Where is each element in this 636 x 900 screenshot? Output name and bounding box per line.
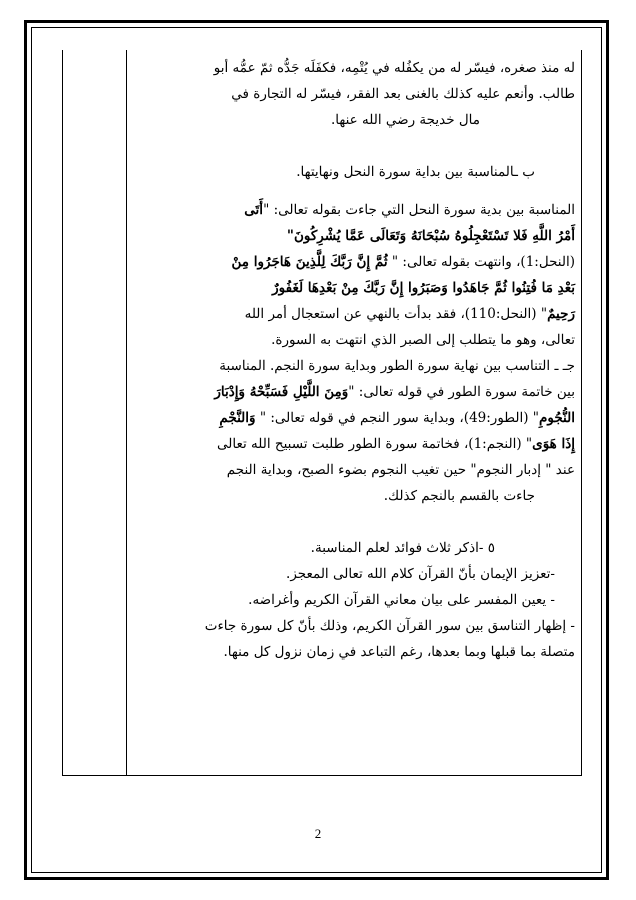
section-c-line-1: جـ ـ التناسب بين نهاية سورة الطور وبداية سورة النجم. المناسبة	[219, 358, 575, 374]
benefit-item: - يعين المفسر على بيان معاني القرآن الكريم وأغراضه.	[248, 592, 555, 608]
section-b-text: " (النحل:110)، فقد بدأت بالنهي عن استعجال أمر الله	[244, 306, 548, 322]
quran-verse: ثُمَّ إِنَّ رَبَّكَ لِلَّذِينَ هَاجَرُوا مِنْ	[231, 254, 388, 270]
benefit-item: -تعزيز الإيمان بأنّ القرآن كلام الله تعالى المعجز.	[286, 566, 555, 582]
page-number: 2	[314, 826, 322, 841]
quran-verse: أَمْرُ اللَّهِ فَلا تَسْتَعْجِلُوهُ سُبْحَانَهُ وَتَعَالَى عَمَّا يُشْرِكُونَ"	[286, 228, 575, 244]
section-b-line-5	[130, 301, 575, 327]
section-b-line-6: تعالى، وهو ما يتطلب إلى الصبر الذي انتهت به السورة.	[271, 332, 575, 348]
section-c-text: " (النجم:1)، فخاتمة سورة الطور طلبت تسبيح الله تعالى	[216, 436, 533, 452]
benefit-item: متصلة بما قبلها وبما بعدها، رغم التباعد في زمان نزول كل منها.	[223, 644, 575, 660]
quran-verse: وَالنَّجْمِ	[219, 410, 256, 426]
section-c-text: بين خاتمة سورة الطور في قوله تعالى: "	[348, 384, 575, 400]
intro-line-1: له منذ صغره، فيسّر له من يكفُله في يُتْمِه، فكفَلَه جَدُّه ثمّ عمُّه أبو	[213, 60, 575, 76]
section-b-line-3	[130, 249, 575, 275]
heading-question-5: ٥ -اذكر ثلاث فوائد لعلم المناسبة.	[310, 540, 495, 556]
intro-line-2: طالب. وأنعم عليه كذلك بالغنى بعد الفقر، فيسّر له التجارة في	[231, 86, 575, 102]
section-c-line-5: عند " إدبار النجوم" حين تغيب النجوم بضوء الصبح، وبداية النجم	[226, 462, 575, 478]
section-c-text: " (الطور:49)، وبداية سور النجم في قوله تعالى: "	[255, 410, 539, 426]
section-b-line-1	[130, 197, 575, 223]
quran-verse: وَمِنَ اللَّيْلِ فَسَبِّحْهُ وَإِدْبَارَ	[214, 384, 349, 400]
section-c-line-4	[130, 431, 575, 457]
benefit-item: - إظهار التناسق بين سور القرآن الكريم، وذلك بأنّ كل سورة جاءت	[204, 618, 575, 634]
section-b-text: المناسبة بين بدية سورة النحل التي جاءت بقوله تعالى: "	[263, 202, 575, 218]
heading-section-b: ب ـالمناسبة بين بداية سورة النحل ونهايتها.	[296, 164, 535, 180]
quran-verse: رَحِيمٌ	[547, 306, 575, 322]
table-column-divider	[126, 50, 127, 776]
quran-verse: إِذَا هَوَى	[532, 436, 575, 452]
quran-verse: أَتَى	[244, 202, 264, 218]
section-c-line-2	[130, 379, 575, 405]
section-b-text: (النحل:1)، وانتهت بقوله تعالى: "	[387, 254, 575, 270]
text-body	[130, 55, 575, 775]
quran-verse: النُّجُومِ	[539, 410, 575, 426]
section-c-line-3	[130, 405, 575, 431]
quran-verse: بَعْدِ مَا فُتِنُوا ثُمَّ جَاهَدُوا وَصَبَرُوا إِنَّ رَبَّكَ مِنْ بَعْدِهَا لَغَفُورٌ	[272, 280, 575, 296]
section-c-line-6: جاءت بالقسم بالنجم كذلك.	[383, 488, 535, 504]
intro-line-3: مال خديجة رضي الله عنها.	[330, 112, 480, 128]
